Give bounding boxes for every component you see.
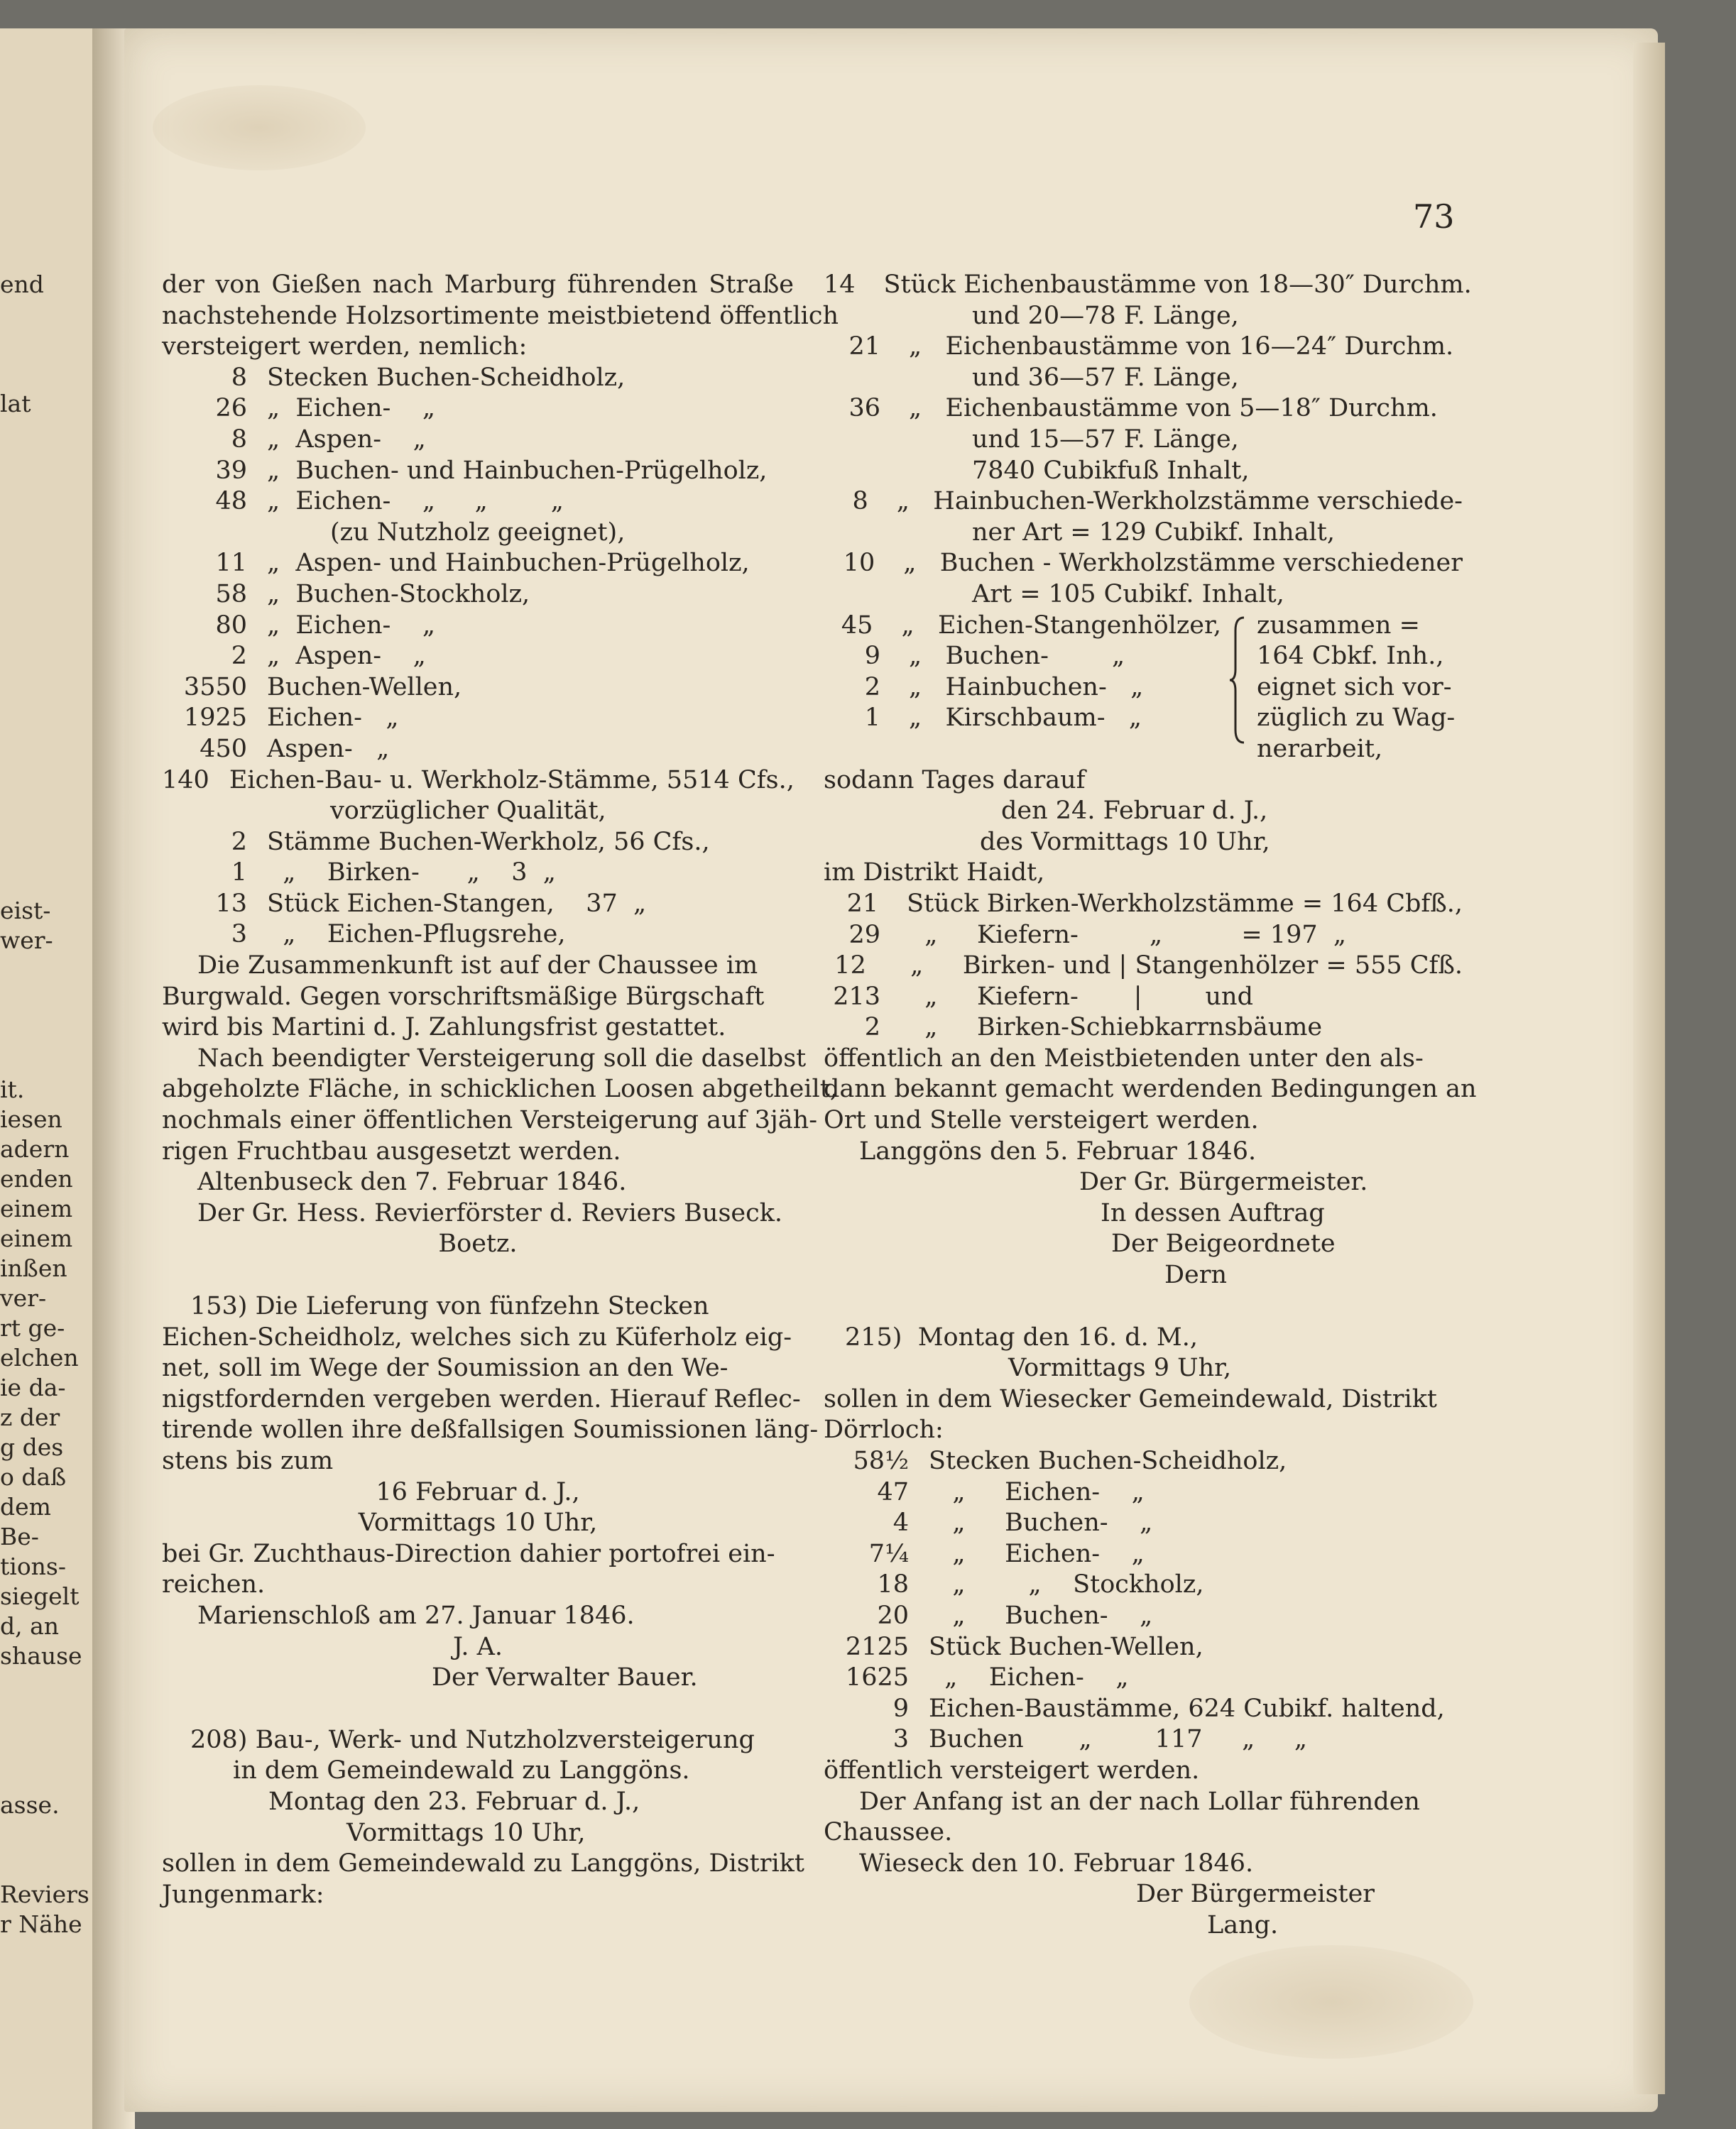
list-item [162, 486, 794, 518]
date-line: Altenbuseck den 7. Februar 1846. [197, 1168, 627, 1197]
item-description: „ „ Stockholz, [929, 1570, 1204, 1599]
list-item [824, 889, 1463, 920]
left-page-text: ver- [0, 1284, 47, 1312]
item-description: Eichen-Bau- u. Werkholz-Stämme, 5514 Cfs., [229, 765, 795, 794]
item-description: „ Hainbuchen-Werkholzstämme verschiede- [896, 487, 1463, 516]
timber-list [162, 363, 794, 951]
list-item [162, 796, 794, 827]
item-description: „ Aspen- „ [267, 425, 426, 454]
text-line: sodann Tages darauf [824, 765, 1086, 794]
item-description: „ Eichenbaustämme von 5—18″ Durchm. [909, 394, 1438, 423]
item-description: „ Eichen-Pflugsrehe, [267, 920, 566, 949]
list-item [824, 1446, 1463, 1477]
item-description: 7840 Cubikfuß Inhalt, [909, 456, 1250, 485]
left-page-text: iesen [0, 1105, 62, 1133]
text-line: nochmals einer öffentlichen Versteigerung auf 3jäh- [162, 1106, 818, 1135]
item-quantity [824, 456, 880, 487]
item-description: und 15—57 F. Länge, [909, 425, 1239, 454]
item-description: „ Aspen- „ [267, 642, 426, 671]
district-line: im Distrikt Haidt, [824, 858, 1045, 887]
item-quantity: 8 [231, 363, 247, 392]
item-quantity: 47 [877, 1477, 909, 1506]
signature: J. A. [453, 1632, 503, 1661]
item-description: „ Eichen- „ [929, 1477, 1145, 1506]
item-description: „ Eichen- „ [929, 1539, 1145, 1568]
item-description: „ Birken- „ 3 „ [267, 858, 556, 887]
deadline-time: Vormittags 10 Uhr, [358, 1509, 598, 1538]
notice-153: nigstfordernden vergeben werden. Hierauf Reflec- [162, 1384, 801, 1413]
item-description: Stück Eichen-Stangen, 37 „ [267, 889, 647, 918]
item-quantity: 20 [877, 1601, 909, 1630]
timber-list [824, 270, 1472, 611]
item-quantity: 10 [843, 549, 875, 578]
item-description: vorzüglicher Qualität, [267, 797, 606, 826]
list-item [162, 611, 794, 642]
left-page-text: adern [0, 1135, 70, 1163]
list-item [824, 1632, 1463, 1663]
item-quantity: 12 [834, 951, 866, 980]
brace-group [824, 611, 1463, 765]
item-quantity: 48 [215, 487, 247, 516]
item-quantity: 8 [231, 425, 247, 454]
right-column [824, 270, 1477, 1942]
item-description: „ Eichen- „ [267, 611, 435, 640]
item-description: „ Buchen - Werkholzstämme verschiedener [903, 549, 1463, 578]
notice-153: Eichen-Scheidholz, welches sich zu Küferholz eig- [162, 1323, 792, 1352]
left-page-text: shause [0, 1642, 82, 1670]
list-item [824, 425, 1463, 456]
left-page-text: d, an [0, 1612, 60, 1640]
item-description: „ Eichen- „ [267, 394, 435, 423]
notice-153: 153) Die Lieferung von fünfzehn Stecken [190, 1292, 709, 1320]
item-description: „ Buchen- „ [929, 1509, 1153, 1538]
item-quantity: 1625 [845, 1663, 909, 1692]
item-quantity: 3 [892, 1725, 909, 1754]
item-description: Stämme Buchen-Werkholz, 56 Cfs., [267, 827, 710, 856]
item-description: Stecken Buchen-Scheidholz, [267, 363, 626, 392]
left-page-text: ie da- [0, 1374, 66, 1401]
notice-215-text: Dörrloch: [824, 1416, 944, 1445]
item-description: „ Buchen- „ [909, 642, 1125, 671]
item-quantity: 21 [848, 332, 880, 361]
intro-line: versteigert werden, nemlich: [162, 332, 528, 361]
notice-208-time: Vormittags 10 Uhr, [346, 1818, 586, 1847]
list-item [162, 858, 794, 889]
notice-208-title: in dem Gemeindewald zu Langgöns. [233, 1756, 690, 1785]
item-quantity: 58 [215, 579, 247, 608]
item-quantity: 3550 [183, 672, 247, 701]
text-line: Nach beendigter Versteigerung soll die daselbst [197, 1044, 807, 1073]
time-line: des Vormittags 10 Uhr, [980, 827, 1270, 856]
notice-153: net, soll im Wege der Soumission an den We- [162, 1354, 728, 1383]
list-item [824, 1601, 1463, 1632]
left-page-text: enden [0, 1165, 73, 1193]
item-description: „ Kiefern- „ = 197 „ [909, 920, 1346, 949]
text-line: dann bekannt gemacht werdenden Bedingungen an [824, 1075, 1477, 1104]
list-item [162, 919, 794, 951]
left-column [162, 270, 839, 1910]
left-page-text: elchen [0, 1344, 79, 1372]
item-description: „ Eichen-Stangenhölzer, [901, 611, 1221, 640]
list-item [824, 579, 1463, 611]
list-item [162, 363, 794, 394]
notice-153: bei Gr. Zuchthaus-Direction dahier portofrei ein- [162, 1539, 775, 1568]
item-quantity: 21 [846, 889, 879, 918]
item-quantity: 26 [215, 394, 247, 423]
item-description: „ Kiefern- | und [909, 982, 1253, 1011]
item-quantity [824, 301, 880, 332]
brace-note-line: züglich zu Wag- [1257, 704, 1456, 733]
list-item [824, 548, 1463, 579]
item-quantity: 1 [231, 858, 247, 887]
list-item [162, 672, 794, 704]
item-quantity: 4 [892, 1509, 909, 1538]
brace-note-line: nerarbeit, [1257, 734, 1383, 763]
item-description: „ Aspen- und Hainbuchen-Prügelholz, [267, 549, 750, 578]
list-item [824, 703, 1221, 734]
left-page-text: o daß [0, 1463, 67, 1491]
list-item [162, 548, 794, 579]
list-item [162, 641, 794, 672]
item-description: „ Kirschbaum- „ [909, 704, 1142, 733]
item-quantity: 2125 [845, 1632, 909, 1661]
list-item [824, 672, 1221, 704]
date-line: Marienschloß am 27. Januar 1846. [197, 1601, 635, 1630]
item-quantity: 58½ [853, 1447, 909, 1475]
item-quantity: 1 [864, 704, 880, 733]
item-quantity [824, 363, 880, 394]
brace-icon [1228, 616, 1250, 744]
signature: Der Gr. Bürgermeister. [1079, 1168, 1368, 1197]
signature: Der Verwalter Bauer. [432, 1663, 698, 1692]
text-line: Der Anfang ist an der nach Lollar führenden [859, 1787, 1420, 1816]
item-quantity: 9 [864, 642, 880, 671]
list-item [824, 486, 1463, 518]
list-item [162, 827, 794, 858]
list-item [824, 393, 1463, 425]
list-item [824, 951, 1463, 982]
item-quantity: 140 [162, 765, 209, 794]
notice-153: tirende wollen ihre deßfallsigen Soumissionen läng- [162, 1416, 819, 1445]
notice-215: 215) Montag den 16. d. M., [845, 1323, 1198, 1352]
item-description: Eichen- „ [267, 704, 399, 733]
list-item [162, 425, 794, 456]
item-quantity: 8 [852, 487, 868, 516]
item-description: „ Eichen- „ [929, 1663, 1129, 1692]
item-description: „ Eichen- „ „ „ [267, 487, 564, 516]
list-item [824, 920, 1463, 951]
item-quantity: 450 [200, 734, 247, 763]
signature-name: Lang. [1207, 1910, 1279, 1939]
list-item [162, 456, 794, 487]
intro-line: der von Gießen nach Marburg führenden Straße [162, 270, 794, 299]
list-item [824, 270, 1472, 301]
text-line: Chaussee. [824, 1818, 953, 1847]
item-description: „ Buchen- und Hainbuchen-Prügelholz, [267, 456, 768, 485]
notice-215-text: sollen in dem Wiesecker Gemeindewald, Distrikt [824, 1384, 1437, 1413]
item-quantity: 14 [824, 270, 856, 299]
left-page-text: wer- [0, 926, 53, 954]
left-page-text: Be- [0, 1523, 39, 1550]
signature: Der Bürgermeister [1136, 1880, 1375, 1909]
signature-name: Boetz. [438, 1230, 518, 1259]
item-description: „ Hainbuchen- „ [909, 672, 1144, 701]
brace-note-line: 164 Cbkf. Inh., [1257, 642, 1444, 671]
brace-note-line: zusammen = [1257, 611, 1420, 640]
left-page-text: asse. [0, 1791, 60, 1819]
text-line: Ort und Stelle versteigert werden. [824, 1106, 1259, 1135]
list-item [824, 1508, 1463, 1539]
deadline-date: 16 Februar d. J., [376, 1477, 580, 1506]
text-line: öffentlich an den Meistbietenden unter den als- [824, 1044, 1424, 1073]
item-quantity: 13 [215, 889, 247, 918]
item-description: Buchen „ 117 „ „ [929, 1725, 1307, 1754]
text-line: öffentlich versteigert werden. [824, 1756, 1200, 1785]
item-quantity: 39 [215, 456, 247, 485]
item-quantity: 18 [877, 1570, 909, 1599]
item-quantity: 213 [833, 982, 880, 1011]
item-description: „ Buchen-Stockholz, [267, 579, 530, 608]
item-description: „ Buchen- „ [929, 1601, 1153, 1630]
brace-note [1257, 611, 1463, 765]
list-item [162, 393, 794, 425]
item-quantity: 3 [231, 920, 247, 949]
item-description: (zu Nutzholz geeignet), [267, 518, 626, 547]
item-quantity: 2 [231, 642, 247, 671]
left-page-text: end [0, 270, 44, 298]
left-page-text: z der [0, 1403, 60, 1431]
signature: In dessen Auftrag [1101, 1198, 1325, 1227]
left-page-text: tions- [0, 1553, 67, 1580]
text-line: Burgwald. Gegen vorschriftsmäßige Bürgschaft [162, 982, 765, 1011]
page-edge [1633, 43, 1665, 2094]
item-quantity: 2 [231, 827, 247, 856]
timber-list [824, 1446, 1463, 1756]
item-description: „ Eichenbaustämme von 16—24″ Durchm. [909, 332, 1454, 361]
notice-208-text: Jungenmark: [162, 1880, 324, 1909]
page-number: 73 [1413, 197, 1455, 236]
notice-208-text: sollen in dem Gemeindewald zu Langgöns, Distrikt [162, 1849, 804, 1878]
item-quantity: 36 [848, 394, 880, 423]
list-item [162, 579, 794, 611]
list-item [824, 301, 1463, 332]
left-page-text: g des [0, 1433, 64, 1461]
list-item [824, 1724, 1463, 1756]
date-line: Wieseck den 10. Februar 1846. [859, 1849, 1254, 1878]
left-page-text: it. [0, 1076, 25, 1103]
text-line: Die Zusammenkunft ist auf der Chaussee im [197, 951, 758, 980]
left-page-text: eist- [0, 897, 51, 924]
list-item [824, 1663, 1463, 1694]
list-item [162, 734, 794, 765]
item-description: Buchen-Wellen, [267, 672, 462, 701]
item-quantity: 2 [864, 672, 880, 701]
text-line: abgeholzte Fläche, in schicklichen Loosen abgetheilt, [162, 1075, 838, 1104]
item-quantity [824, 425, 880, 456]
list-item [824, 1539, 1463, 1570]
item-quantity: 1925 [183, 704, 247, 733]
text-line: wird bis Martini d. J. Zahlungsfrist gestattet. [162, 1013, 726, 1042]
item-description: ner Art = 129 Cubikf. Inhalt, [909, 518, 1335, 547]
notice-208-title: 208) Bau-, Werk- und Nutzholzversteigerung [190, 1725, 755, 1754]
list-item [824, 1012, 1463, 1044]
item-quantity: 45 [841, 611, 873, 640]
left-page-text: rt ge- [0, 1314, 65, 1342]
left-page-text: r Nähe [0, 1910, 82, 1938]
item-quantity: 9 [892, 1694, 909, 1723]
item-description: und 20—78 F. Länge, [909, 301, 1239, 330]
text-line: rigen Fruchtbau ausgesetzt werden. [162, 1137, 621, 1166]
item-description: Stück Birken-Werkholzstämme = 164 Cbfß., [907, 889, 1463, 918]
notice-208-date: Montag den 23. Februar d. J., [268, 1787, 640, 1816]
list-item [162, 765, 794, 797]
list-item [824, 641, 1221, 672]
left-page-fragment [0, 28, 107, 2129]
item-quantity [162, 518, 247, 549]
item-description: Stück Buchen-Wellen, [929, 1632, 1203, 1661]
left-page-text: Reviers [0, 1881, 89, 1908]
intro-line: nachstehende Holzsortimente meistbietend öffentlich [162, 301, 839, 330]
item-quantity: 7¼ [868, 1539, 909, 1568]
notice-153: stens bis zum [162, 1446, 334, 1475]
item-quantity: 29 [848, 920, 880, 949]
list-item [162, 889, 794, 920]
item-description: Stück Eichenbaustämme von 18—30″ Durchm. [883, 270, 1472, 299]
date-line: den 24. Februar d. J., [1001, 797, 1268, 826]
signature: Der Beigeordnete [1111, 1230, 1336, 1259]
left-page-text: inßen [0, 1254, 67, 1282]
list-item [824, 518, 1463, 549]
timber-list [824, 889, 1463, 1044]
item-description: „ Birken- und | Stangenhölzer = 555 Cfß. [894, 951, 1463, 980]
item-description: „ Birken-Schiebkarrnsbäume [909, 1013, 1323, 1042]
item-quantity [162, 796, 247, 827]
signature-name: Dern [1164, 1261, 1228, 1290]
list-item [162, 518, 794, 549]
list-item [824, 332, 1463, 363]
list-item [824, 363, 1463, 394]
item-quantity [824, 518, 880, 549]
list-item [824, 982, 1463, 1013]
item-description: Stecken Buchen-Scheidholz, [929, 1447, 1287, 1475]
date-line: Langgöns den 5. Februar 1846. [859, 1137, 1257, 1166]
signature: Der Gr. Hess. Revierförster d. Reviers Buseck. [197, 1198, 783, 1227]
left-page-text: lat [0, 390, 31, 417]
left-page-text: dem [0, 1493, 51, 1521]
list-item [162, 703, 794, 734]
notice-153: reichen. [162, 1570, 266, 1599]
left-page-text: einem [0, 1195, 73, 1222]
list-item [824, 456, 1463, 487]
brace-note-line: eignet sich vor- [1257, 672, 1452, 701]
item-description: Aspen- „ [267, 734, 390, 763]
item-description: und 36—57 F. Länge, [909, 363, 1239, 392]
item-quantity [824, 579, 880, 611]
item-description: Art = 105 Cubikf. Inhalt, [909, 579, 1284, 608]
item-quantity: 80 [215, 611, 247, 640]
brace-items [824, 611, 1221, 734]
left-page-text: siegelt [0, 1582, 80, 1610]
list-item [824, 1477, 1463, 1509]
item-quantity: 2 [864, 1013, 880, 1042]
item-description: Eichen-Baustämme, 624 Cubikf. haltend, [929, 1694, 1445, 1723]
notice-215-time: Vormittags 9 Uhr, [1008, 1354, 1232, 1383]
left-page-text: einem [0, 1225, 73, 1252]
list-item [824, 1570, 1463, 1601]
item-quantity: 11 [215, 549, 247, 578]
list-item [824, 611, 1221, 642]
list-item [824, 1694, 1463, 1725]
